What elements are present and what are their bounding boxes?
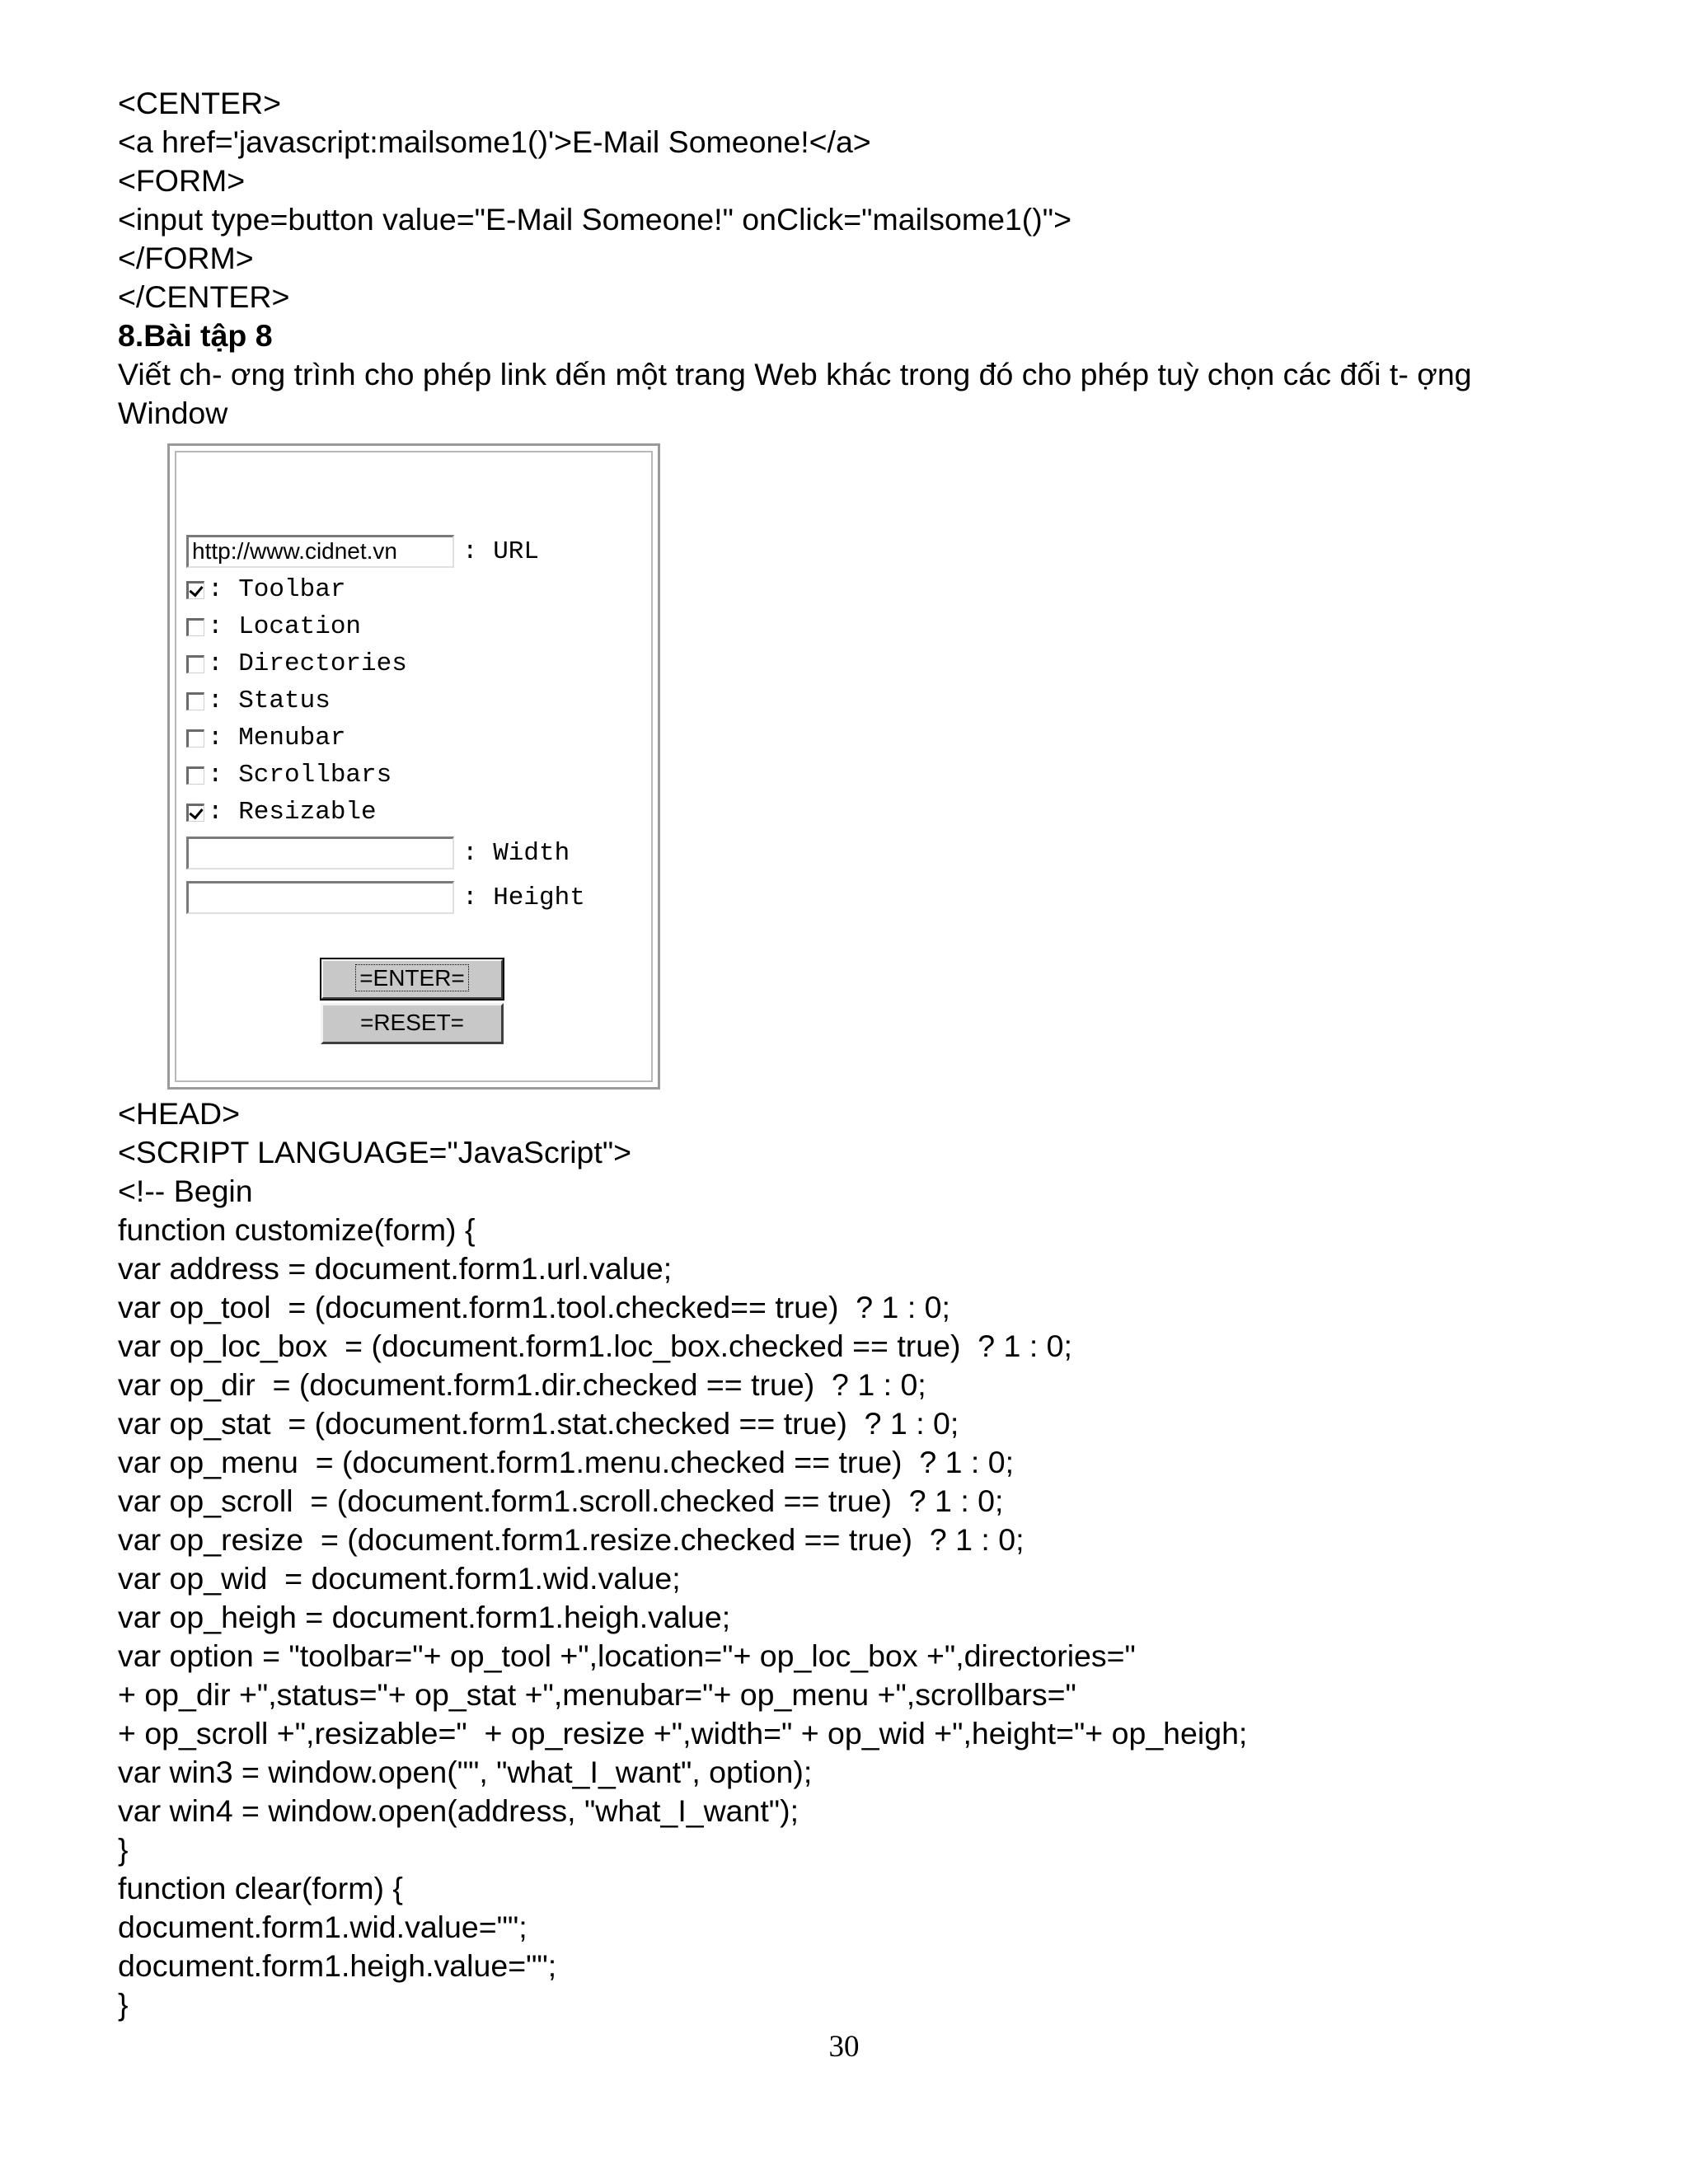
width-input[interactable] [186,837,454,869]
section-heading: 8.Bài tập 8 [118,318,273,353]
code-line: </FORM> [118,241,254,275]
height-label: : Height [462,883,585,912]
code-line: var op_wid = document.form1.wid.value; [118,1561,681,1596]
code-line: document.form1.wid.value=""; [118,1910,528,1944]
code-line: function clear(form) { [118,1871,403,1905]
code-line: document.form1.heigh.value=""; [118,1948,557,1983]
form-frame [167,443,660,1090]
code-line: + op_scroll +",resizable=" + op_resize +",width=" + op_wid +",height="+ op_heigh; [118,1716,1248,1750]
code-line: var win3 = window.open("", "what_I_want", option); [118,1755,813,1789]
url-label: : URL [462,537,540,566]
code-line: + op_dir +",status="+ op_stat +",menubar="+ op_menu +",scrollbars=" [118,1677,1076,1712]
resizable-label: : Resizable [208,798,377,827]
code-line: var op_tool = (document.form1.tool.checked== true) ? 1 : 0; [118,1290,950,1324]
directories-checkbox[interactable] [186,655,204,673]
code-line: var address = document.form1.url.value; [118,1251,673,1286]
option-row-location [176,612,361,641]
page-number: 30 [828,2030,860,2064]
scrollbars-checkbox[interactable] [186,766,204,785]
height-input[interactable] [186,881,454,914]
status-checkbox[interactable] [186,692,204,710]
code-line: } [118,1987,129,2022]
height-row [186,881,598,914]
section-description: Viết ch- ơng trình cho phép link dến một trang Web khác trong đó cho phép tuỳ chọn các đối t- ợng [118,357,1472,391]
document-page [118,84,1601,433]
code-line: var op_loc_box = (document.form1.loc_box.checked == true) ? 1 : 0; [118,1329,1072,1363]
toolbar-label: : Toolbar [208,575,346,604]
code-line: <CENTER> [118,86,281,120]
code-line: var op_dir = (document.form1.dir.checked == true) ? 1 : 0; [118,1367,926,1402]
width-row [186,837,583,869]
url-row [186,535,552,568]
option-row-status [176,687,331,715]
form-panel [175,451,653,1082]
scrollbars-label: : Scrollbars [208,761,392,790]
code-line: <HEAD> [118,1096,240,1131]
code-line: </CENTER> [118,279,290,314]
option-row-toolbar [176,575,345,604]
code-line: var win4 = window.open(address, "what_I_want"); [118,1793,799,1828]
status-label: : Status [208,687,331,715]
code-line: <a href='javascript:mailsome1()'>E-Mail Someone!</a> [118,124,871,159]
directories-label: : Directories [208,649,407,678]
code-line: <FORM> [118,163,246,198]
code-line: <!-- Begin [118,1174,253,1208]
menubar-checkbox[interactable] [186,729,204,748]
code-line: var op_scroll = (document.form1.scroll.checked == true) ? 1 : 0; [118,1483,1004,1518]
resizable-checkbox[interactable] [186,804,204,822]
form-screenshot [118,431,761,1107]
code-line: var op_resize = (document.form1.resize.checked == true) ? 1 : 0; [118,1522,1025,1557]
option-row-directories [176,649,407,678]
reset-button[interactable]: =RESET= [321,1003,504,1044]
code-line: <input type=button value="E-Mail Someone!" onClick="mailsome1()"> [118,202,1071,237]
code-line: var op_menu = (document.form1.menu.checked == true) ? 1 : 0; [118,1445,1015,1479]
toolbar-checkbox[interactable] [186,581,204,599]
location-checkbox[interactable] [186,618,204,636]
option-row-scrollbars [176,761,392,790]
url-input[interactable]: http://www.cidnet.vn [186,535,454,568]
code-line: var op_stat = (document.form1.stat.checked == true) ? 1 : 0; [118,1406,959,1441]
section-description-cont: Window [118,396,228,430]
enter-button-label: =ENTER= [355,964,469,991]
location-label: : Location [208,612,362,641]
code-line: var option = "toolbar="+ op_tool +",location="+ op_loc_box +",directories=" [118,1638,1136,1673]
option-row-resizable [176,798,377,827]
option-row-menubar [176,724,345,752]
code-line: <SCRIPT LANGUAGE="JavaScript"> [118,1135,632,1169]
code-listing [118,1094,1247,2024]
width-label: : Width [462,838,570,868]
code-line: function customize(form) { [118,1212,476,1247]
code-line: } [118,1832,129,1867]
code-line: var op_heigh = document.form1.heigh.value; [118,1600,731,1634]
enter-button[interactable] [321,958,504,1000]
menubar-label: : Menubar [208,724,346,752]
